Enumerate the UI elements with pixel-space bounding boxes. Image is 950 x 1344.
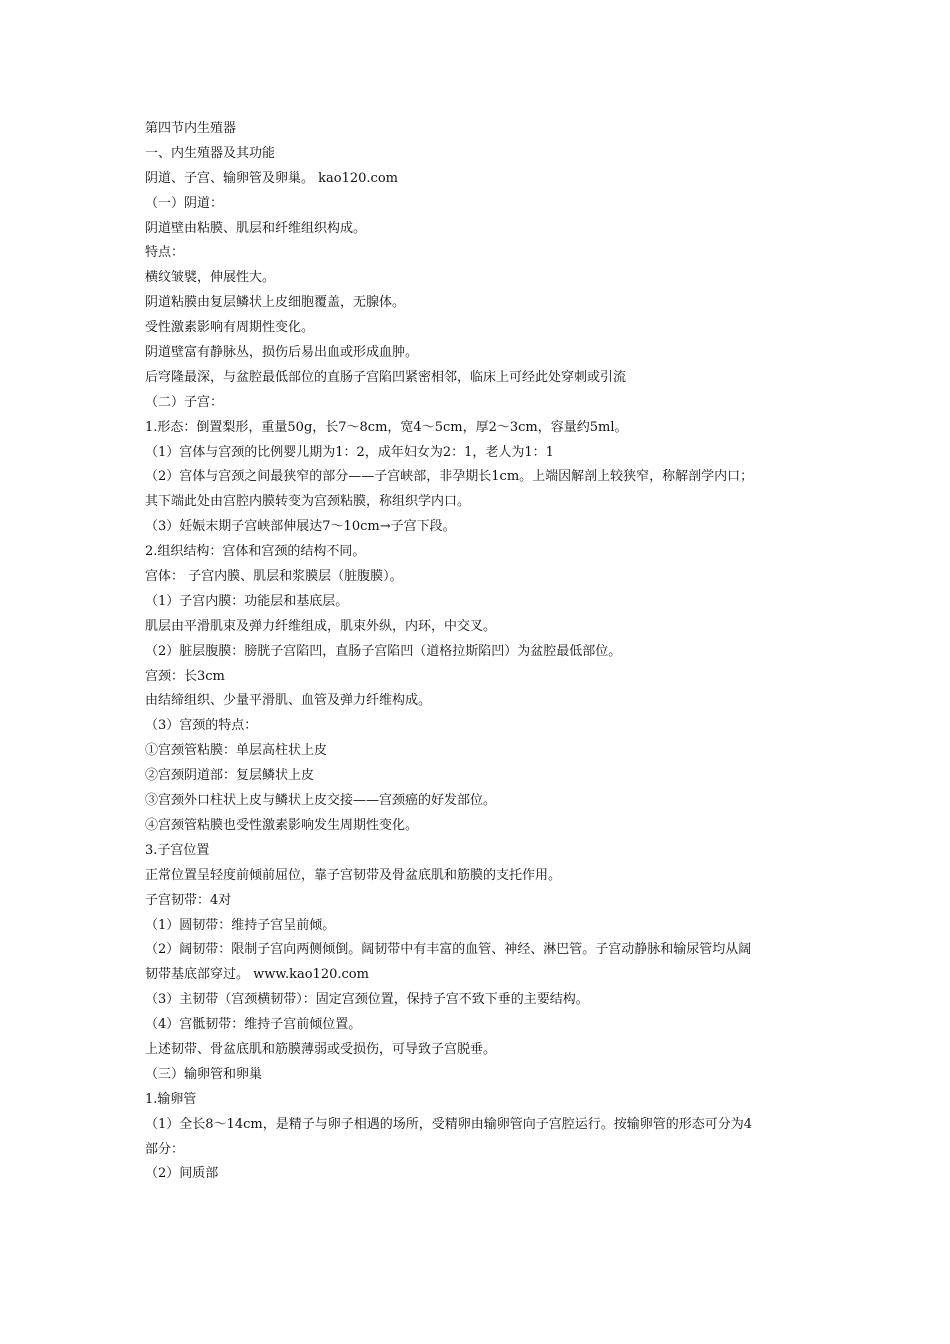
text-line: ②宫颈阴道部：复层鳞状上皮: [145, 768, 315, 784]
text-line: （3）妊娠末期子宫峡部伸展达7～10cm→子宫下段。: [145, 519, 456, 535]
text-line: （2）阔韧带：限制子宫向两侧倾倒。阔韧带中有丰富的血管、神经、淋巴管。子宫动静脉和输尿管均从阔: [145, 942, 752, 958]
text-line: 正常位置呈轻度前倾前屈位，靠子宫韧带及骨盆底肌和筋膜的支托作用。: [145, 867, 562, 883]
text-line: （2）间质部: [145, 1166, 219, 1182]
text-line: （3）主韧带（宫颈横韧带）：固定宫颈位置，保持子宫不致下垂的主要结构。: [145, 992, 589, 1008]
text-line: ①宫颈管粘膜：单层高柱状上皮: [145, 743, 328, 759]
text-line: 由结缔组织、少量平滑肌、血管及弹力纤维构成。: [145, 693, 432, 709]
text-line: 子宫韧带：4对: [145, 892, 232, 908]
text-line: 3.子宫位置: [145, 842, 210, 858]
text-line: ③宫颈外口柱状上皮与鳞状上皮交接——宫颈癌的好发部位。: [145, 793, 497, 809]
section-title: 第四节内生殖器: [145, 121, 237, 136]
text-line: 阴道、子宫、输卵管及卵巢。 kao120.com: [145, 170, 398, 186]
text-line: 后穹隆最深，与盆腔最低部位的直肠子宫陷凹紧密相邻，临床上可经此处穿刺或引流: [145, 369, 627, 385]
text-line: 上述韧带、骨盆底肌和筋膜薄弱或受损伤，可导致子宫脱垂。: [145, 1041, 497, 1057]
subheading-tubes-ovaries: （三）输卵管和卵巢: [145, 1066, 263, 1082]
text-line: （1）宫体与宫颈的比例婴儿期为1：2，成年妇女为2：1，老人为1：1: [145, 444, 554, 460]
text-line: 其下端此处由宫腔内膜转变为宫颈粘膜，称组织学内口。: [145, 494, 471, 510]
text-line: 1.形态：倒置梨形，重量50g，长7～8cm，宽4～5cm，厚2～3cm，容量约5ml。: [145, 419, 628, 435]
text-line: 受性激素影响有周期性变化。: [145, 320, 315, 336]
text-line: 2.组织结构：宫体和宫颈的结构不同。: [145, 544, 366, 560]
text-line: （4）宫骶韧带：维持子宫前倾位置。: [145, 1017, 362, 1033]
text-line: ④宫颈管粘膜也受性激素影响发生周期性变化。: [145, 817, 419, 833]
text-line: （1）圆韧带：维持子宫呈前倾。: [145, 917, 336, 933]
text-line: （1）全长8～14cm，是精子与卵子相遇的场所，受精卵由输卵管向子宫腔运行。按输卵管的形态可分为4: [145, 1116, 752, 1132]
subheading-uterus: （二）子宫：: [145, 394, 224, 410]
document-body: [145, 117, 815, 1187]
text-line: 韧带基底部穿过。 www.kao120.com: [145, 967, 369, 983]
text-line: 肌层由平滑肌束及弹力纤维组成，肌束外纵，内环，中交叉。: [145, 618, 497, 634]
text-line: 阴道壁富有静脉丛，损伤后易出血或形成血肿。: [145, 345, 419, 361]
text-line: 宫颈：长3cm: [145, 668, 225, 684]
text-line: 1.输卵管: [145, 1091, 197, 1107]
text-line: 横纹皱襞，伸展性大。: [145, 270, 276, 286]
text-line: 部分：: [145, 1141, 185, 1157]
subheading-vagina: （一）阴道：: [145, 195, 224, 211]
text-line: （1）子宫内膜：功能层和基底层。: [145, 593, 349, 609]
text-line: 特点：: [145, 245, 185, 261]
text-line: 阴道壁由粘膜、肌层和纤维组织构成。: [145, 220, 367, 236]
text-line: （2）宫体与宫颈之间最狭窄的部分——子宫峡部，非孕期长1cm。上端因解剖上较狭窄，称解剖学内口；: [145, 469, 754, 485]
subsection-heading: 一、内生殖器及其功能: [145, 145, 276, 161]
text-line: 宫体： 子宫内膜、肌层和浆膜层（脏腹膜）。: [145, 569, 403, 585]
text-line: 阴道粘膜由复层鳞状上皮细胞覆盖，无腺体。: [145, 295, 406, 311]
text-line: （3）宫颈的特点：: [145, 718, 258, 734]
text-line: （2）脏层腹膜：膀胱子宫陷凹，直肠子宫陷凹（道格拉斯陷凹）为盆腔最低部位。: [145, 643, 622, 659]
